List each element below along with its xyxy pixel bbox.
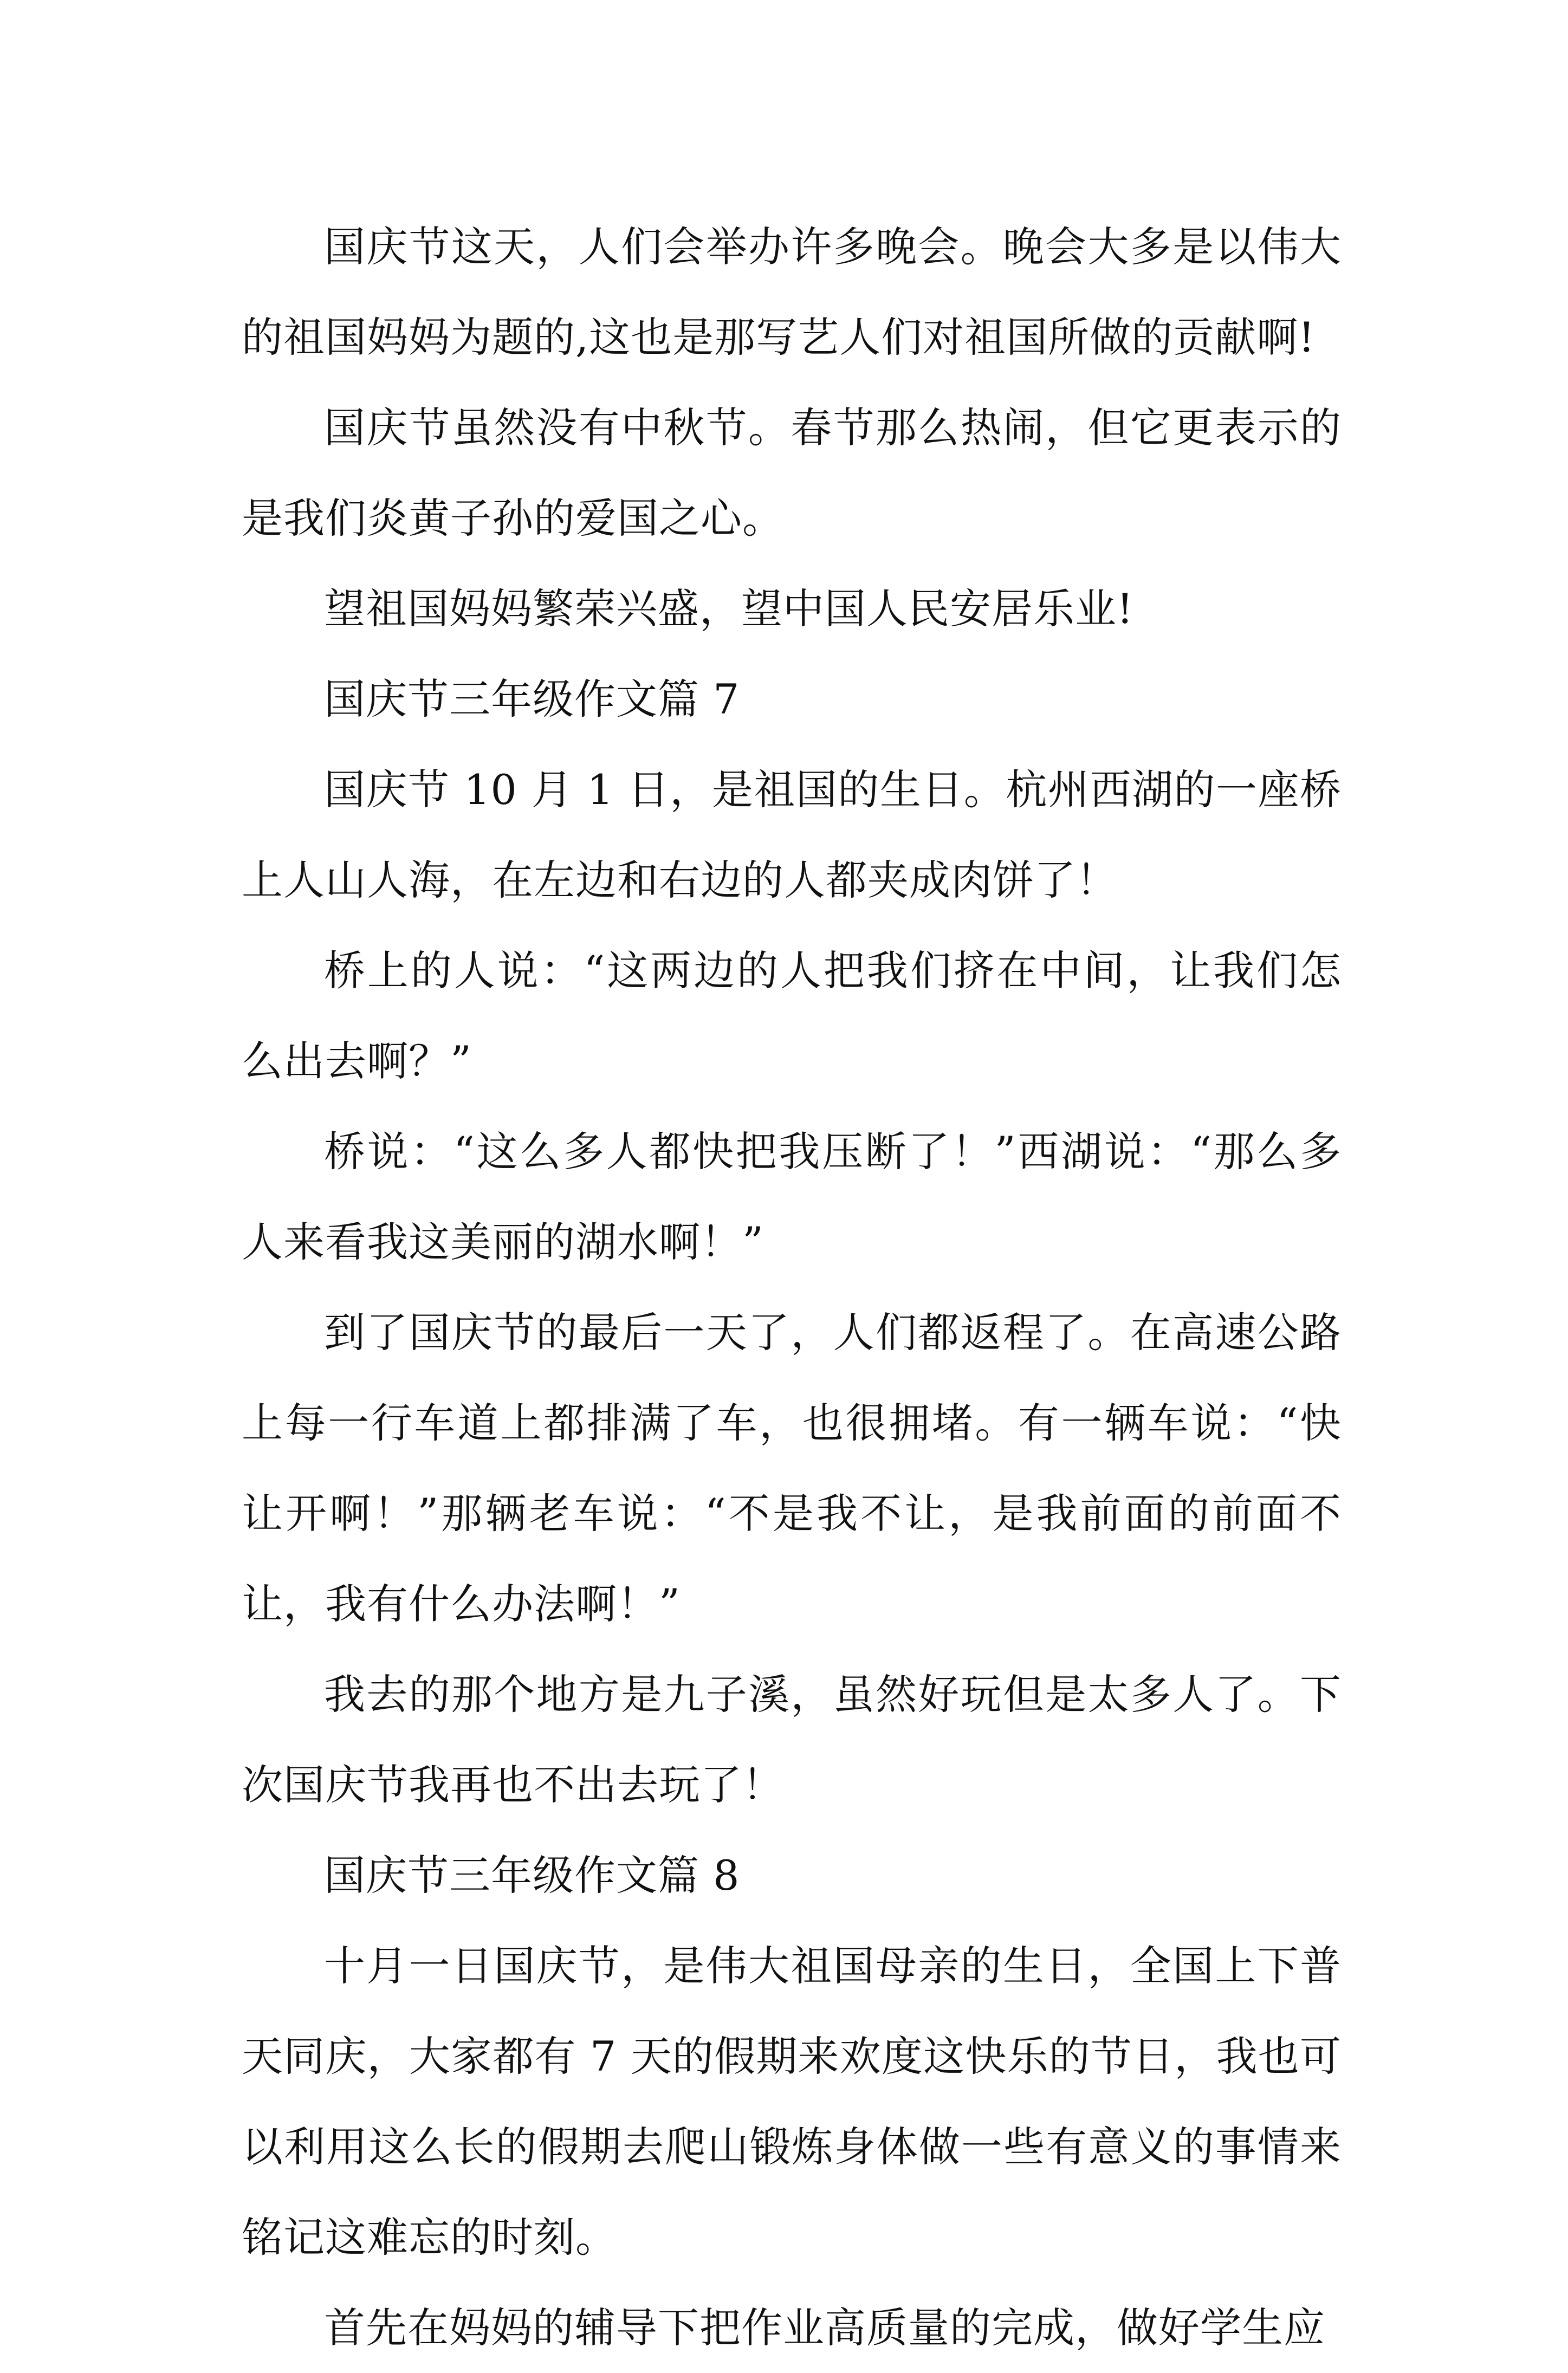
paragraph-highway-traffic: 到了国庆节的最后一天了，人们都返程了。在高速公路上每一行车道上都排满了车，也很拥堵。有一辆车说：“快让开啊！”那辆老车说：“不是我不让，是我前面的前面不让，我有什么办法啊！” — [242, 1308, 1342, 1628]
document-body — [242, 202, 1342, 2373]
paragraph-patriotic-heart: 国庆节虽然没有中秋节。春节那么热闹，但它更表示的是我们炎黄子孙的爱国之心。 — [242, 404, 1342, 542]
paragraph-national-day-galas: 国庆节这天，人们会举办许多晚会。晚会大多是以伟大的祖国妈妈为题的,这也是那写艺人们对祖国所做的贡献啊! — [242, 223, 1342, 361]
paragraph-people-on-bridge: 桥上的人说：“这两边的人把我们挤在中间，让我们怎么出去啊？” — [242, 946, 1342, 1085]
paragraph-wishes: 望祖国妈妈繁荣兴盛，望中国人民安居乐业! — [324, 585, 1134, 633]
paragraph-jiuzixi: 我去的那个地方是九子溪，虽然好玩但是太多人了。下次国庆节我再也不出去玩了！ — [242, 1670, 1342, 1809]
essay-heading-7: 国庆节三年级作文篇 7 — [324, 675, 740, 723]
paragraph-homework: 首先在妈妈的辅导下把作业高质量的完成，做好学生应 — [324, 2304, 1325, 2352]
paragraph-west-lake-bridge: 国庆节 10 月 1 日，是祖国的生日。杭州西湖的一座桥上人山人海，在左边和右边的人都夹成肉饼了！ — [242, 766, 1342, 904]
essay-heading-8: 国庆节三年级作文篇 8 — [324, 1851, 740, 1899]
paragraph-bridge-and-lake: 桥说：“这么多人都快把我压断了！”西湖说：“那么多人来看我这美丽的湖水啊！” — [242, 1127, 1342, 1266]
paragraph-october-first: 十月一日国庆节，是伟大祖国母亲的生日，全国上下普天同庆，大家都有 7 天的假期来欢度这快乐的节日，我也可以利用这么长的假期去爬山锻炼身体做一些有意义的事情来铭记这难忘的时刻。 — [242, 1942, 1342, 2261]
